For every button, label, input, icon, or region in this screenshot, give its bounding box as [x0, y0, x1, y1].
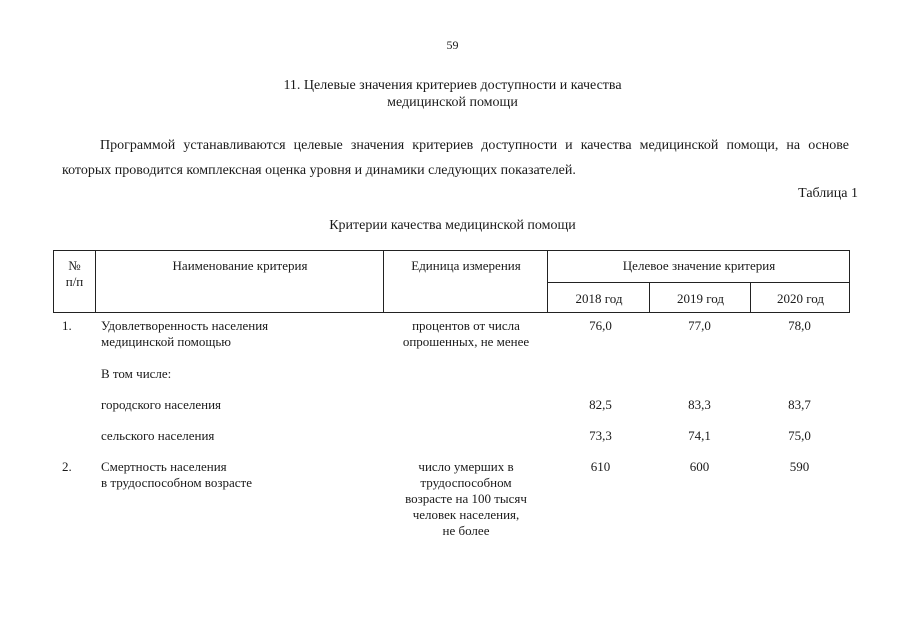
- row-1-criterion-line-2: медицинской помощью: [101, 334, 231, 349]
- row-2-unit-line-3: возрасте на 100 тысяч: [405, 491, 527, 506]
- row-urban-value-2019: 83,3: [688, 397, 711, 412]
- row-rural-criterion: сельского населения: [101, 428, 215, 443]
- table-number: Таблица 1: [798, 186, 858, 201]
- row-including-label: В том числе:: [101, 366, 172, 381]
- row-2-criterion: [101, 459, 371, 491]
- header-top-border: [53, 250, 850, 251]
- header-num: [53, 258, 96, 290]
- row-2-unit-line-2: трудоспособном: [420, 475, 512, 490]
- row-urban-value-2020: 83,7: [788, 397, 811, 412]
- row-2-unit: [383, 459, 549, 539]
- row-1-value-2019: 77,0: [688, 318, 711, 333]
- row-2-criterion-line-2: в трудоспособном возрасте: [101, 475, 252, 490]
- header-year-2020: 2020 год: [777, 291, 824, 306]
- row-2-value-2019: 600: [689, 459, 710, 474]
- row-2-value-2018: 610: [590, 459, 611, 474]
- header-unit: Единица измерения: [411, 258, 521, 273]
- row-1-criterion-line-1: Удовлетворенность населения: [101, 318, 269, 333]
- row-1-number: 1.: [62, 318, 72, 333]
- row-rural-value-2019: 74,1: [688, 428, 711, 443]
- row-1-value-2020: 78,0: [788, 318, 811, 333]
- section-title-line-1: 11. Целевые значения критериев доступности и качества: [283, 78, 622, 93]
- row-1-unit: [383, 318, 549, 350]
- row-rural-value-2020: 75,0: [788, 428, 811, 443]
- header-criterion-name: Наименование критерия: [172, 258, 308, 273]
- row-1-value-2018: 76,0: [589, 318, 612, 333]
- row-2-value-2020: 590: [789, 459, 810, 474]
- row-2-unit-line-5: не более: [442, 523, 490, 538]
- row-2-unit-line-4: человек населения,: [412, 507, 520, 522]
- page-number: 59: [446, 38, 459, 52]
- row-2-number: 2.: [62, 459, 72, 474]
- table-caption: Критерии качества медицинской помощи: [329, 218, 576, 233]
- section-title-line-2: медицинской помощи: [387, 95, 518, 110]
- row-urban-value-2018: 82,5: [589, 397, 612, 412]
- row-2-unit-line-1: число умерших в: [418, 459, 514, 474]
- header-target-value: Целевое значение критерия: [622, 258, 776, 273]
- header-year-2019: 2019 год: [677, 291, 724, 306]
- section-title: [0, 77, 905, 111]
- years-divider: [547, 282, 850, 283]
- row-rural-value-2018: 73,3: [589, 428, 612, 443]
- row-1-unit-line-1: процентов от числа: [412, 318, 520, 333]
- row-1-criterion: [101, 318, 371, 350]
- intro-paragraph: Программой устанавливаются целевые значения критериев доступности и качества медицинской помощи, на основе которых проводится комплексная оценка уровня и динамики следующих показателей.: [62, 138, 849, 178]
- row-urban-criterion: городского населения: [101, 397, 222, 412]
- row-1-unit-line-2: опрошенных, не менее: [402, 334, 530, 349]
- row-2-criterion-line-1: Смертность населения: [101, 459, 227, 474]
- header-num-line-2: п/п: [65, 274, 84, 289]
- header-year-2018: 2018 год: [575, 291, 623, 306]
- header-num-line-1: №: [68, 258, 81, 273]
- header-bottom-border: [53, 312, 850, 313]
